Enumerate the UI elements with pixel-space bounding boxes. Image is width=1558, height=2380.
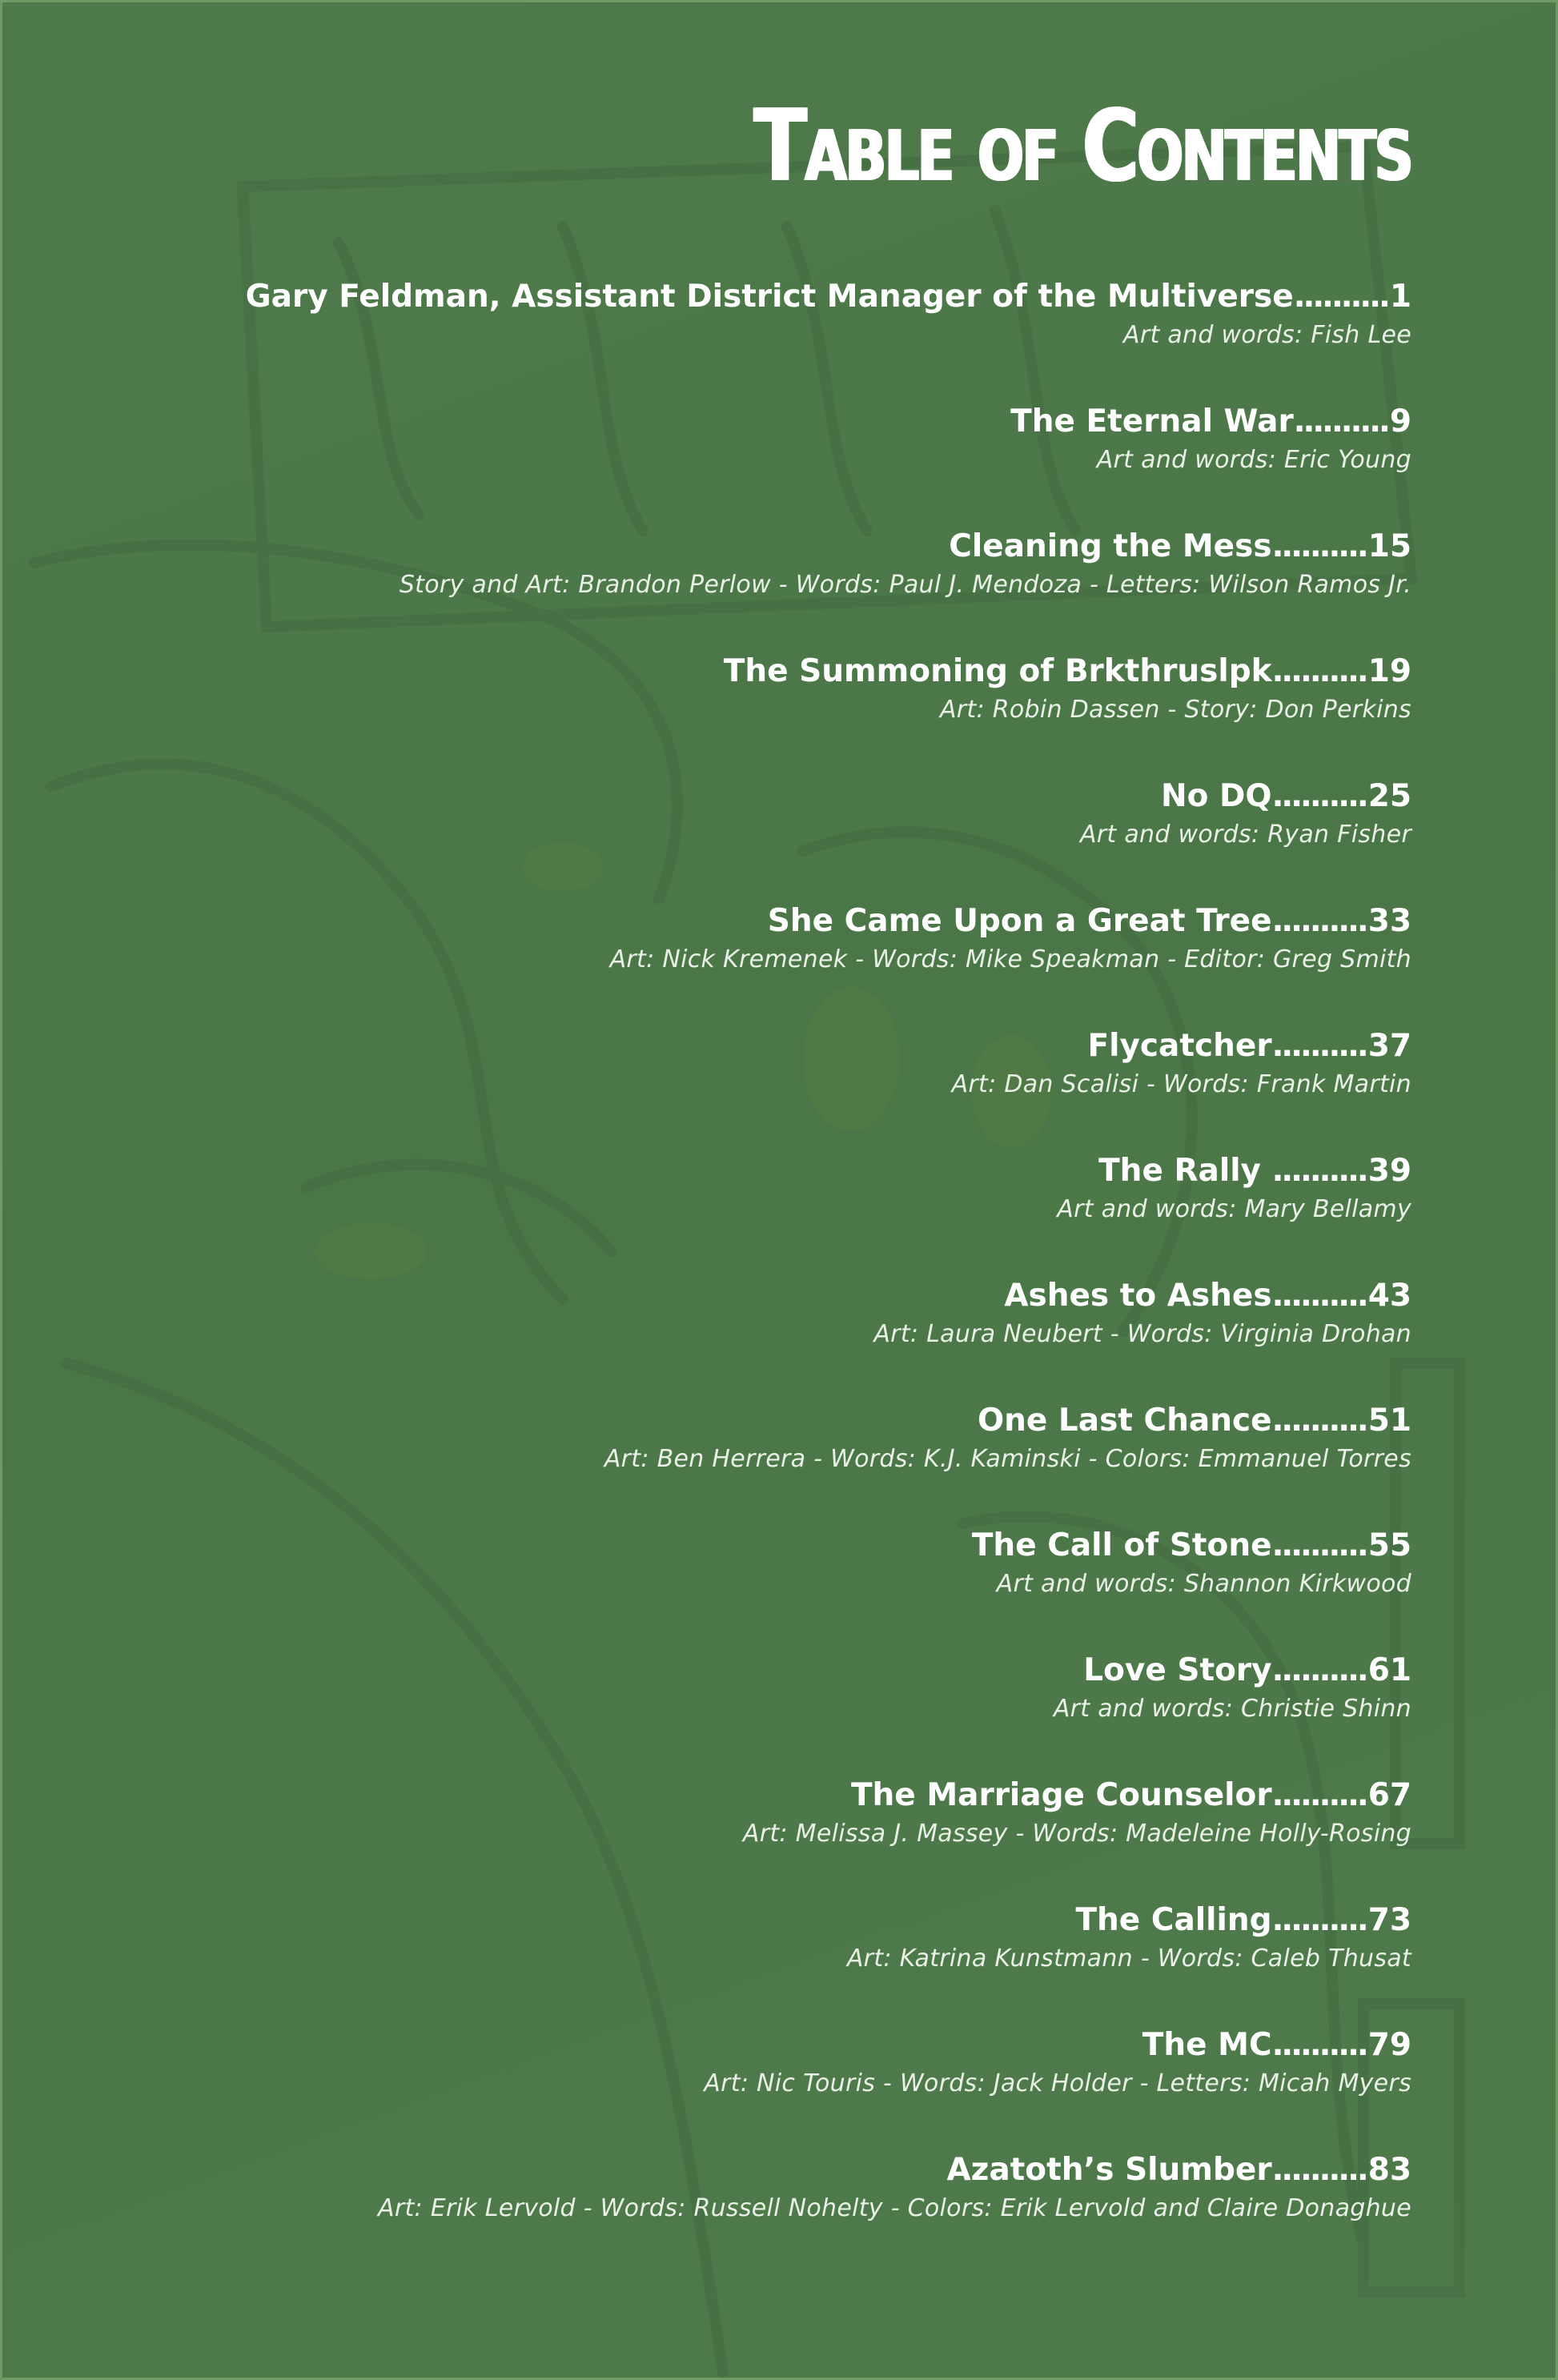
toc-entry-title-line xyxy=(98,1650,1411,1692)
toc-entry-title: The Call of Stone xyxy=(971,1527,1272,1563)
toc-entry-title: The Eternal War xyxy=(1010,403,1294,439)
toc-entry xyxy=(98,526,1411,651)
toc-entry-title-line xyxy=(98,1275,1411,1317)
toc-entry-title-line xyxy=(98,276,1411,318)
toc-entry-credits: Art: Dan Scalisi - Words: Frank Martin xyxy=(951,1070,1411,1098)
toc-entry-credits: Art: Ben Herrera - Words: K.J. Kaminski - Colors: Emmanuel Torres xyxy=(604,1445,1411,1473)
toc-page-number: 19 xyxy=(1367,653,1411,689)
toc-entry-title-line xyxy=(98,1025,1411,1067)
toc-entry-credits: Art: Nic Touris - Words: Jack Holder - Letters: Micah Myers xyxy=(704,2069,1411,2097)
toc-entry-title: The Rally xyxy=(1098,1153,1272,1189)
toc-leader-dots: .......... xyxy=(1293,403,1388,439)
toc-leader-dots: .......... xyxy=(1271,2027,1367,2063)
toc-entry-title: One Last Chance xyxy=(977,1403,1272,1439)
toc-page-number: 15 xyxy=(1367,528,1411,564)
toc-entry-title-line xyxy=(98,651,1411,692)
toc-page-number: 9 xyxy=(1389,403,1411,439)
toc-page-number: 67 xyxy=(1367,1777,1411,1813)
toc-entry xyxy=(98,901,1411,1025)
toc-leader-dots: .......... xyxy=(1271,528,1367,564)
toc-leader-dots: .......... xyxy=(1271,1403,1367,1439)
toc-entry-title: She Came Upon a Great Tree xyxy=(767,903,1272,939)
toc-entry-credits: Art: Katrina Kunstmann - Words: Caleb Thusat xyxy=(846,1945,1411,1973)
toc-entry-credits: Art and words: Eric Young xyxy=(1096,446,1411,474)
toc-page-number: 61 xyxy=(1367,1652,1411,1688)
toc-page-number: 1 xyxy=(1389,279,1411,315)
toc-leader-dots: .......... xyxy=(1271,1902,1367,1938)
toc-entry xyxy=(98,1150,1411,1275)
toc-entry-title: Cleaning the Mess xyxy=(949,528,1272,564)
toc-leader-dots: .......... xyxy=(1271,903,1367,939)
toc-leader-dots: .......... xyxy=(1271,1777,1367,1813)
toc-entry xyxy=(98,1775,1411,1900)
toc-entry-credits: Art and words: Fish Lee xyxy=(1123,321,1411,349)
toc-entry xyxy=(98,1650,1411,1775)
toc-entry-title: No DQ xyxy=(1161,778,1272,814)
toc-entry-title: Love Story xyxy=(1083,1652,1272,1688)
toc-entry-credits: Art: Robin Dassen - Story: Don Perkins xyxy=(939,696,1411,724)
toc-entry xyxy=(98,1900,1411,2025)
toc-entry-title-line xyxy=(98,1150,1411,1192)
toc-entry-title-line xyxy=(98,1525,1411,1567)
toc-entry-list xyxy=(98,276,1411,2274)
toc-entry-credits: Art and words: Mary Bellamy xyxy=(1057,1195,1411,1223)
toc-page-number: 51 xyxy=(1367,1403,1411,1439)
toc-entry-title: Flycatcher xyxy=(1087,1028,1272,1064)
toc-entry-title: The MC xyxy=(1142,2027,1272,2063)
toc-leader-dots: .......... xyxy=(1271,653,1367,689)
toc-entry xyxy=(98,401,1411,526)
toc-entry-credits: Art and words: Christie Shinn xyxy=(1053,1695,1411,1723)
toc-entry-title: The Calling xyxy=(1075,1902,1272,1938)
toc-page-number: 39 xyxy=(1367,1153,1411,1189)
toc-entry xyxy=(98,1525,1411,1650)
toc-entry xyxy=(98,2149,1411,2274)
toc-entry-title-line xyxy=(98,1400,1411,1442)
toc-leader-dots: .......... xyxy=(1271,778,1367,814)
toc-entry-credits: Art: Nick Kremenek - Words: Mike Speakman - Editor: Greg Smith xyxy=(609,945,1411,973)
toc-leader-dots: .......... xyxy=(1271,1153,1367,1189)
toc-entry-credits: Art and words: Ryan Fisher xyxy=(1079,821,1411,849)
toc-entry-title-line xyxy=(98,1900,1411,1941)
toc-entry-title: The Summoning of Brkthruslpk xyxy=(723,653,1272,689)
toc-page-number: 83 xyxy=(1367,2152,1411,2188)
toc-entry-title-line xyxy=(98,901,1411,942)
toc-entry xyxy=(98,1025,1411,1150)
toc-entry-title-line xyxy=(98,2149,1411,2191)
toc-entry-credits: Art: Erik Lervold - Words: Russell Nohelty - Colors: Erik Lervold and Claire Donaghue xyxy=(378,2194,1411,2222)
toc-entry xyxy=(98,2025,1411,2149)
toc-page-number: 73 xyxy=(1367,1902,1411,1938)
toc-entry-credits: Art: Laura Neubert - Words: Virginia Drohan xyxy=(873,1320,1411,1348)
toc-leader-dots: .......... xyxy=(1271,1652,1367,1688)
toc-entry-title-line xyxy=(98,401,1411,443)
toc-entry-title-line xyxy=(98,1775,1411,1816)
toc-entry xyxy=(98,1400,1411,1525)
toc-entry xyxy=(98,776,1411,901)
toc-entry-title-line xyxy=(98,526,1411,568)
toc-page-number: 33 xyxy=(1367,903,1411,939)
toc-page-number: 25 xyxy=(1367,778,1411,814)
toc-entry-title-line xyxy=(98,2025,1411,2066)
page-title: Table of Contents xyxy=(753,89,1411,204)
toc-leader-dots: .......... xyxy=(1271,1278,1367,1314)
toc-page-number: 79 xyxy=(1367,2027,1411,2063)
toc-entry-credits: Art: Melissa J. Massey - Words: Madeleine Holly-Rosing xyxy=(742,1820,1411,1848)
toc-entry xyxy=(98,1275,1411,1400)
toc-entry xyxy=(98,651,1411,776)
toc-entry-title: Gary Feldman, Assistant District Manager of the Multiverse xyxy=(245,279,1294,315)
toc-entry-credits: Art and words: Shannon Kirkwood xyxy=(996,1570,1411,1598)
toc-leader-dots: .......... xyxy=(1271,1028,1367,1064)
toc-entry-credits: Story and Art: Brandon Perlow - Words: Paul J. Mendoza - Letters: Wilson Ramos Jr. xyxy=(399,571,1411,599)
toc-entry-title: Azatoth’s Slumber xyxy=(946,2152,1272,2188)
toc-entry xyxy=(98,276,1411,401)
toc-page-number: 43 xyxy=(1367,1278,1411,1314)
toc-leader-dots: .......... xyxy=(1293,279,1388,315)
toc-page-number: 37 xyxy=(1367,1028,1411,1064)
toc-entry-title-line xyxy=(98,776,1411,817)
toc-entry-title: Ashes to Ashes xyxy=(1004,1278,1272,1314)
toc-entry-title: The Marriage Counselor xyxy=(850,1777,1272,1813)
toc-leader-dots: .......... xyxy=(1271,1527,1367,1563)
toc-page-number: 55 xyxy=(1367,1527,1411,1563)
toc-leader-dots: .......... xyxy=(1271,2152,1367,2188)
